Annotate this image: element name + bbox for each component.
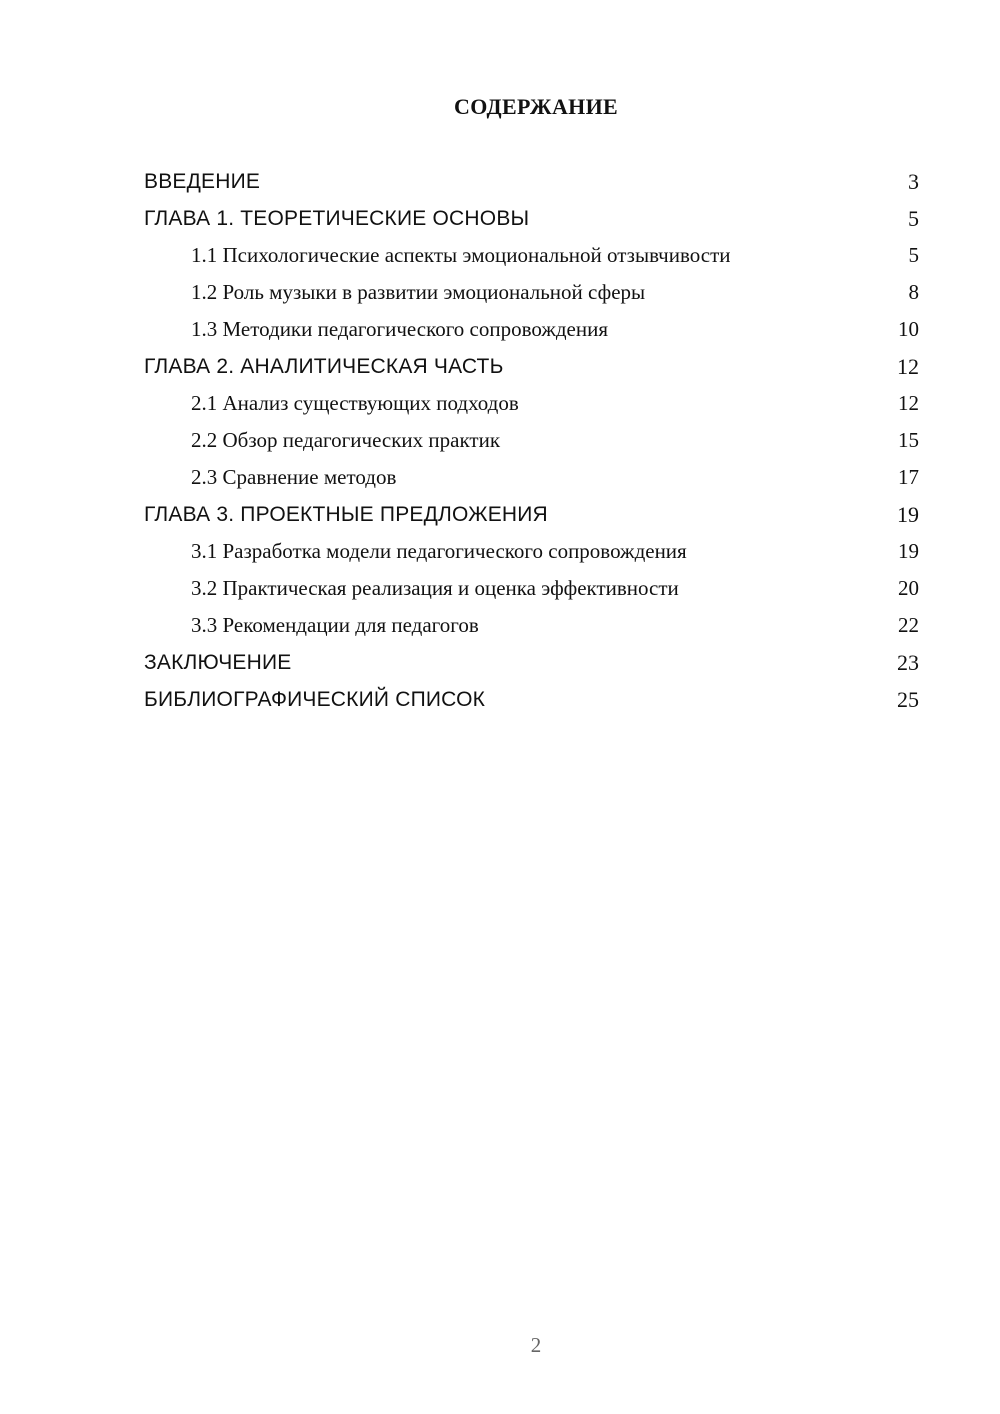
- page-number: 2: [530, 1333, 542, 1357]
- toc-entry-introduction[interactable]: [144, 168, 919, 195]
- table-of-contents: [144, 168, 919, 723]
- toc-entry-label: 3.2 Практическая реализация и оценка эффективности: [191, 576, 679, 600]
- toc-entry-label: 3.1 Разработка модели педагогического сопровождения: [191, 539, 687, 563]
- toc-entry-label: ГЛАВА 2. АНАЛИТИЧЕСКАЯ ЧАСТЬ: [144, 355, 504, 378]
- toc-entry-page: 15: [898, 428, 919, 452]
- toc-entry-page: 19: [898, 539, 919, 563]
- toc-entry-label: 1.1 Психологические аспекты эмоциональной отзывчивости: [191, 243, 731, 267]
- toc-entry-page: 22: [898, 613, 919, 637]
- toc-entry-chapter-3[interactable]: [144, 501, 919, 528]
- toc-entry-section-3-2[interactable]: [144, 575, 919, 602]
- toc-entry-label: ЗАКЛЮЧЕНИЕ: [144, 651, 292, 674]
- toc-entry-label: ВВЕДЕНИЕ: [144, 170, 261, 193]
- toc-entry-page: 23: [897, 650, 919, 675]
- toc-entry-conclusion[interactable]: [144, 649, 919, 676]
- toc-entry-section-2-3[interactable]: [144, 464, 919, 491]
- toc-entry-section-3-3[interactable]: [144, 612, 919, 639]
- toc-entry-bibliography[interactable]: [144, 686, 919, 713]
- toc-entry-page: 10: [898, 317, 919, 341]
- toc-title: СОДЕРЖАНИЕ: [454, 94, 618, 119]
- toc-entry-section-1-1[interactable]: [144, 242, 919, 269]
- toc-entry-section-2-1[interactable]: [144, 390, 919, 417]
- toc-entry-chapter-2[interactable]: [144, 353, 919, 380]
- toc-entry-label: 2.1 Анализ существующих подходов: [191, 391, 519, 415]
- toc-entry-label: БИБЛИОГРАФИЧЕСКИЙ СПИСОК: [144, 688, 486, 711]
- toc-entry-section-1-3[interactable]: [144, 316, 919, 343]
- toc-entry-page: 5: [908, 206, 919, 231]
- toc-entry-page: 5: [908, 243, 919, 267]
- toc-entry-section-1-2[interactable]: [144, 279, 919, 306]
- toc-entry-page: 17: [898, 465, 919, 489]
- toc-entry-page: 8: [908, 280, 919, 304]
- toc-entry-label: 3.3 Рекомендации для педагогов: [191, 613, 479, 637]
- toc-entry-page: 12: [898, 391, 919, 415]
- toc-entry-label: ГЛАВА 1. ТЕОРЕТИЧЕСКИЕ ОСНОВЫ: [144, 207, 530, 230]
- toc-entry-label: 2.3 Сравнение методов: [191, 465, 397, 489]
- toc-entry-label: ГЛАВА 3. ПРОЕКТНЫЕ ПРЕДЛОЖЕНИЯ: [144, 503, 548, 526]
- toc-entry-page: 12: [897, 354, 919, 379]
- toc-entry-page: 3: [908, 169, 919, 194]
- toc-entry-page: 20: [898, 576, 919, 600]
- toc-entry-page: 19: [897, 502, 919, 527]
- toc-entry-label: 2.2 Обзор педагогических практик: [191, 428, 501, 452]
- toc-entry-chapter-1[interactable]: [144, 205, 919, 232]
- toc-entry-section-3-1[interactable]: [144, 538, 919, 565]
- toc-entry-label: 1.3 Методики педагогического сопровождения: [191, 317, 609, 341]
- toc-entry-label: 1.2 Роль музыки в развитии эмоциональной сферы: [191, 280, 646, 304]
- toc-entry-section-2-2[interactable]: [144, 427, 919, 454]
- toc-entry-page: 25: [897, 687, 919, 712]
